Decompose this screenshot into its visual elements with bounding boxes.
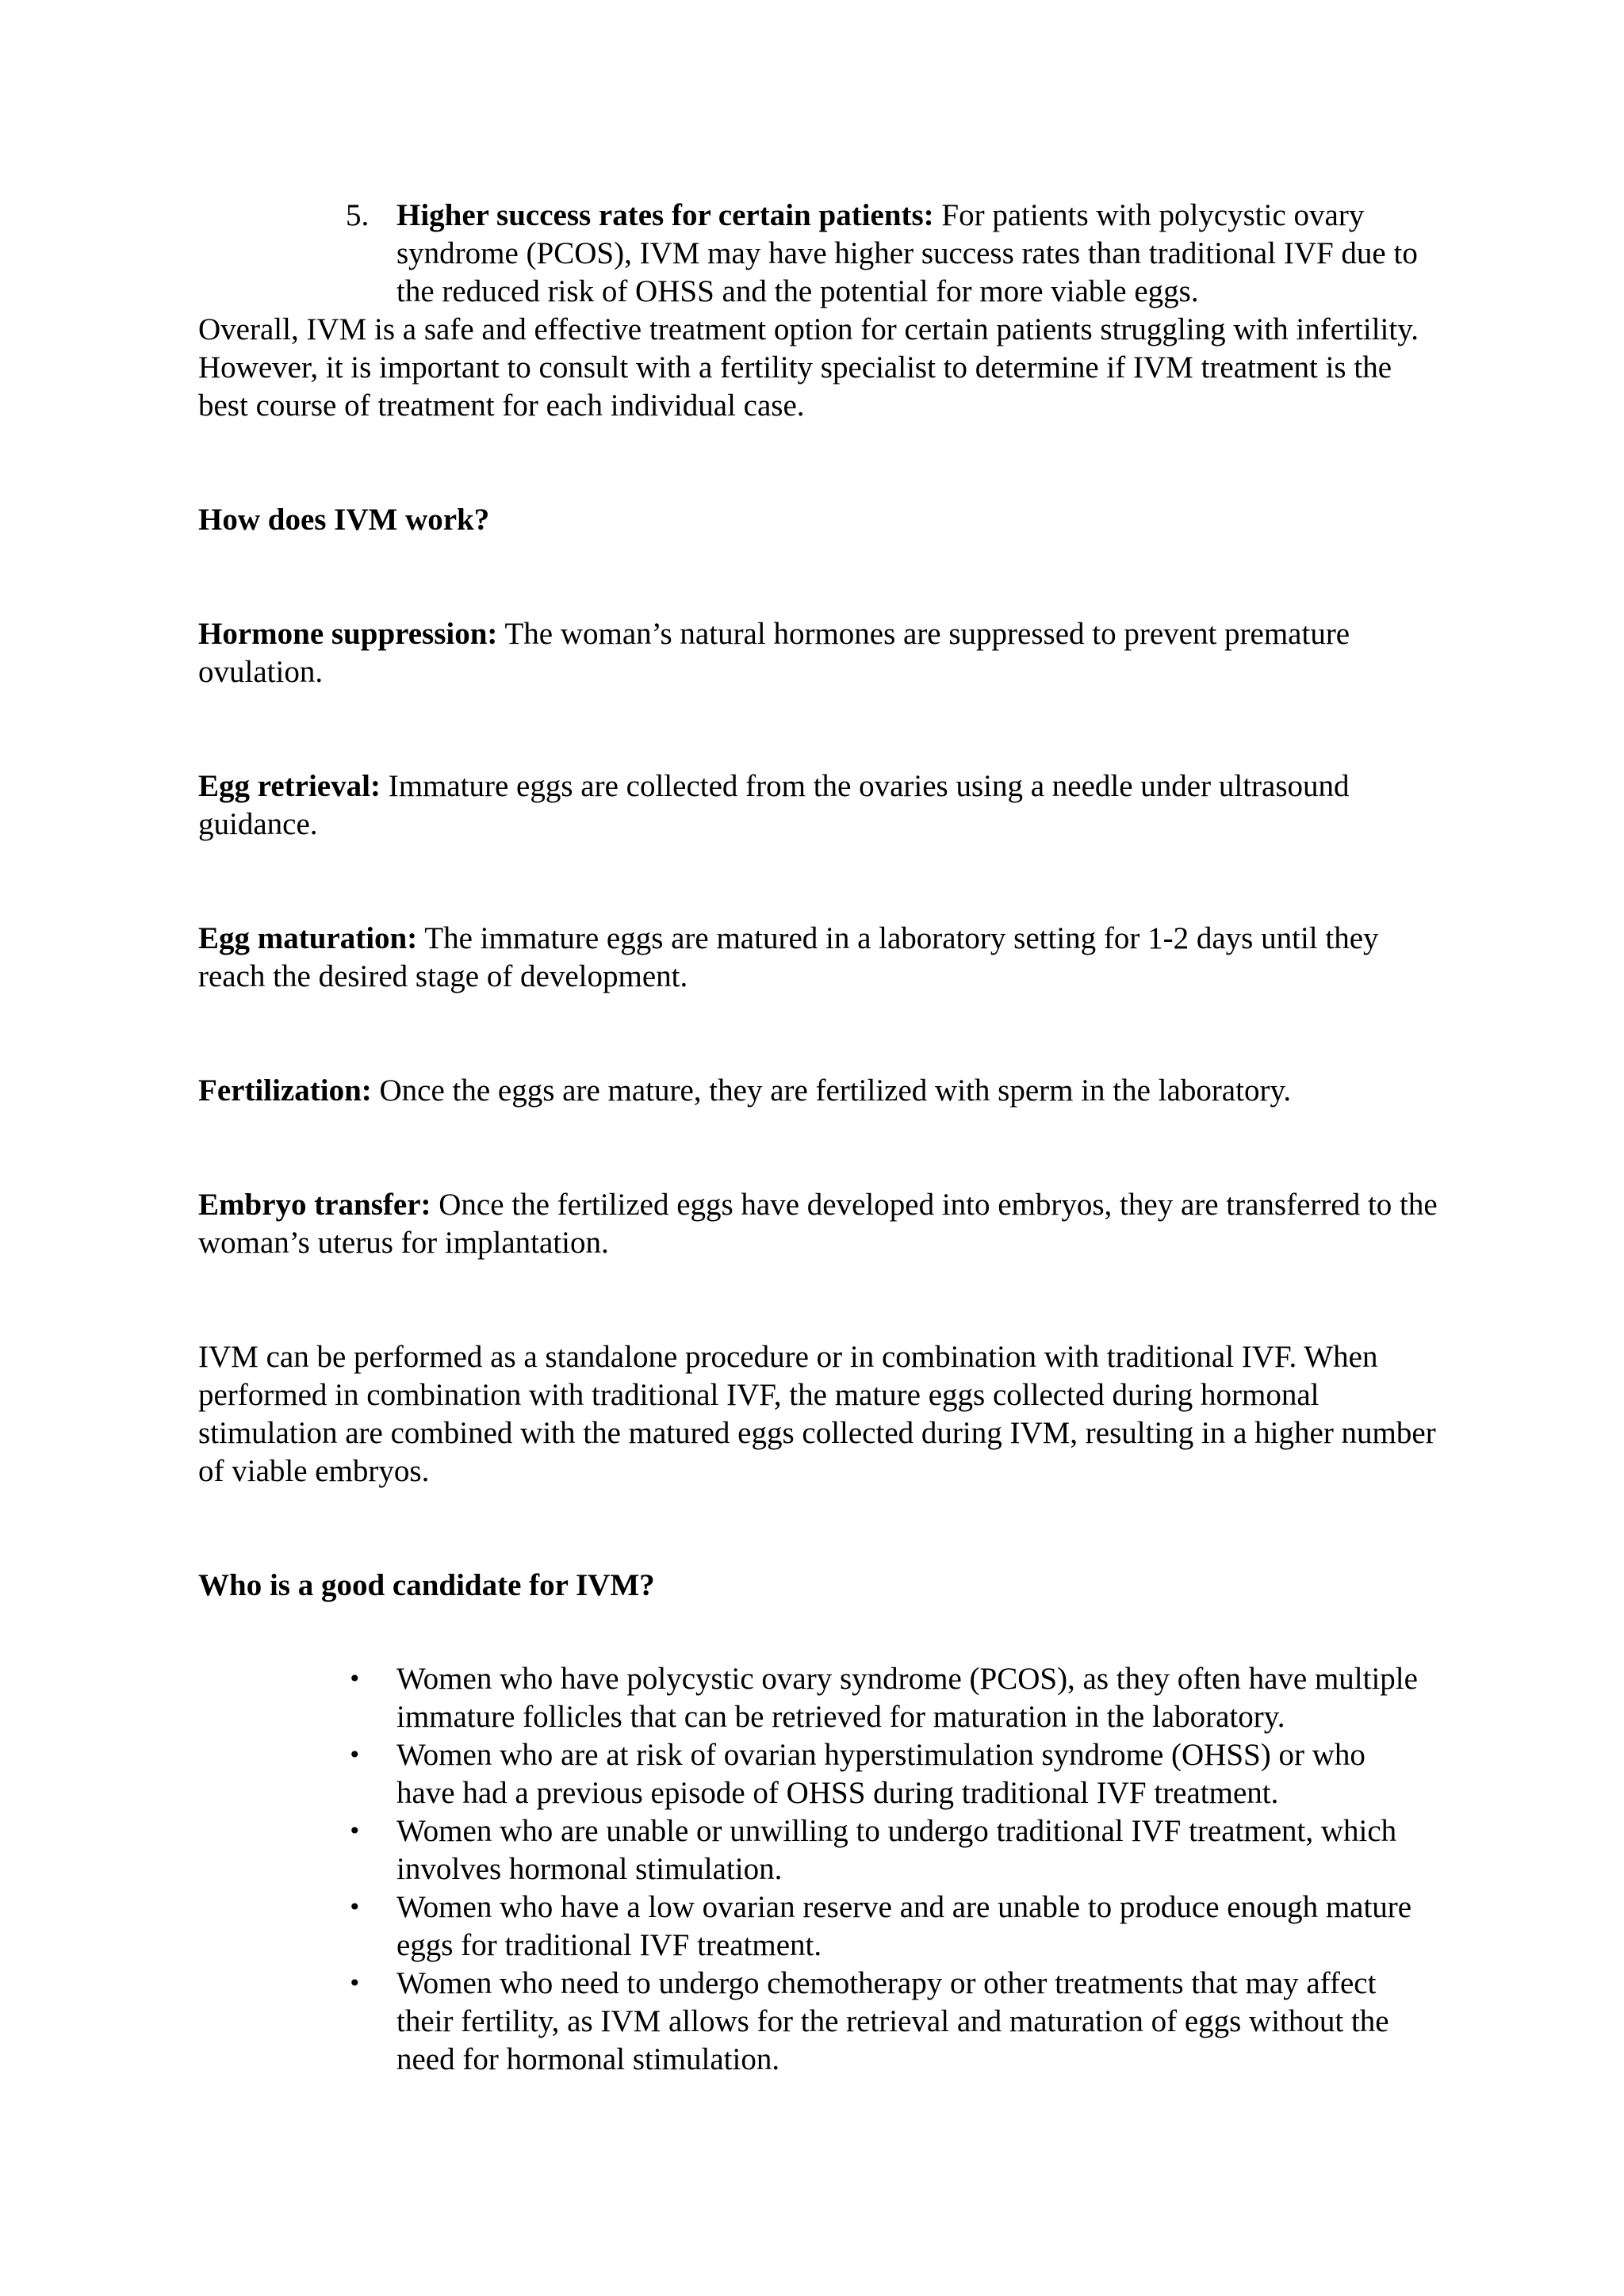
list-item-text: Women who need to undergo chemotherapy or other treatments that may affect their fertility, as IVM allows for the retrieval and maturation of eggs without the need for hormonal stimulation.	[396, 1966, 1389, 2076]
list-item	[198, 1965, 1427, 2079]
step-fertilization	[198, 1072, 1443, 1110]
step-text: Once the eggs are mature, they are fertilized with sperm in the laboratory.	[371, 1073, 1292, 1108]
step-label: Fertilization:	[198, 1073, 372, 1108]
bullet-icon: •	[348, 1970, 362, 1996]
step-label: Hormone suppression:	[198, 617, 498, 651]
step-text: Once the fertilized eggs have developed into embryos, they are transferred to the woman’s uterus for implantation.	[198, 1188, 1438, 1260]
item-body: For patients with polycystic ovary syndrome (PCOS), IVM may have higher success rates than traditional IVF due to the reduced risk of OHSS and the potential for more viable eggs.	[396, 198, 1418, 308]
candidate-heading: Who is a good candidate for IVM?	[198, 1568, 655, 1602]
overall-paragraph: Overall, IVM is a safe and effective treatment option for certain patients struggling with infertility. However, it is important to consult with a fertility specialist to determine if IVM treatment is the best course of treatment for each individual case.	[198, 312, 1419, 423]
step-embryo-transfer	[198, 1186, 1443, 1262]
bullet-icon: •	[348, 1666, 362, 1692]
candidate-list	[198, 1660, 1435, 2079]
list-item-text: Women who have polycystic ovary syndrome (PCOS), as they often have multiple immature follicles that can be retrieved for maturation in the laboratory.	[396, 1662, 1418, 1734]
step-label: Egg maturation:	[198, 921, 418, 955]
step-egg-retrieval	[198, 767, 1443, 844]
step-text: The immature eggs are matured in a laboratory setting for 1-2 days until they reach the desired stage of development.	[198, 921, 1379, 993]
how-heading: How does IVM work?	[198, 503, 490, 537]
list-item	[198, 1888, 1427, 1965]
item-label: Higher success rates for certain patients:	[396, 198, 934, 232]
list-item	[198, 1812, 1427, 1888]
step-egg-maturation	[198, 920, 1443, 996]
item-text	[396, 197, 1435, 311]
list-item-text: Women who are at risk of ovarian hyperstimulation syndrome (OHSS) or who have had a previous episode of OHSS during traditional IVF treatment.	[396, 1738, 1365, 1810]
step-text: The woman’s natural hormones are suppressed to prevent premature ovulation.	[198, 617, 1350, 689]
list-item-text: Women who are unable or unwilling to undergo traditional IVF treatment, which involves hormonal stimulation.	[396, 1814, 1397, 1886]
step-label: Egg retrieval:	[198, 769, 381, 803]
step-label: Embryo transfer:	[198, 1188, 431, 1222]
numbered-item-5	[0, 197, 1435, 311]
bullet-icon: •	[348, 1818, 362, 1844]
list-item	[198, 1660, 1427, 1736]
item-number: 5.	[346, 198, 370, 232]
list-item-text: Women who have a low ovarian reserve and are unable to produce enough mature eggs for traditional IVF treatment.	[396, 1890, 1412, 1962]
list-item	[198, 1736, 1427, 1812]
document-page	[198, 197, 1438, 2079]
step-text: Immature eggs are collected from the ovaries using a needle under ultrasound guidance.	[198, 769, 1350, 841]
bullet-icon: •	[348, 1742, 362, 1768]
step-hormone-suppression	[198, 615, 1443, 691]
bullet-icon: •	[348, 1894, 362, 1920]
combination-paragraph: IVM can be performed as a standalone procedure or in combination with traditional IVF. When performed in combination with traditional IVF, the mature eggs collected during hormonal stimulation are combined with the matured eggs collected during IVM, resulting in a higher number of viable embryos.	[198, 1340, 1436, 1488]
